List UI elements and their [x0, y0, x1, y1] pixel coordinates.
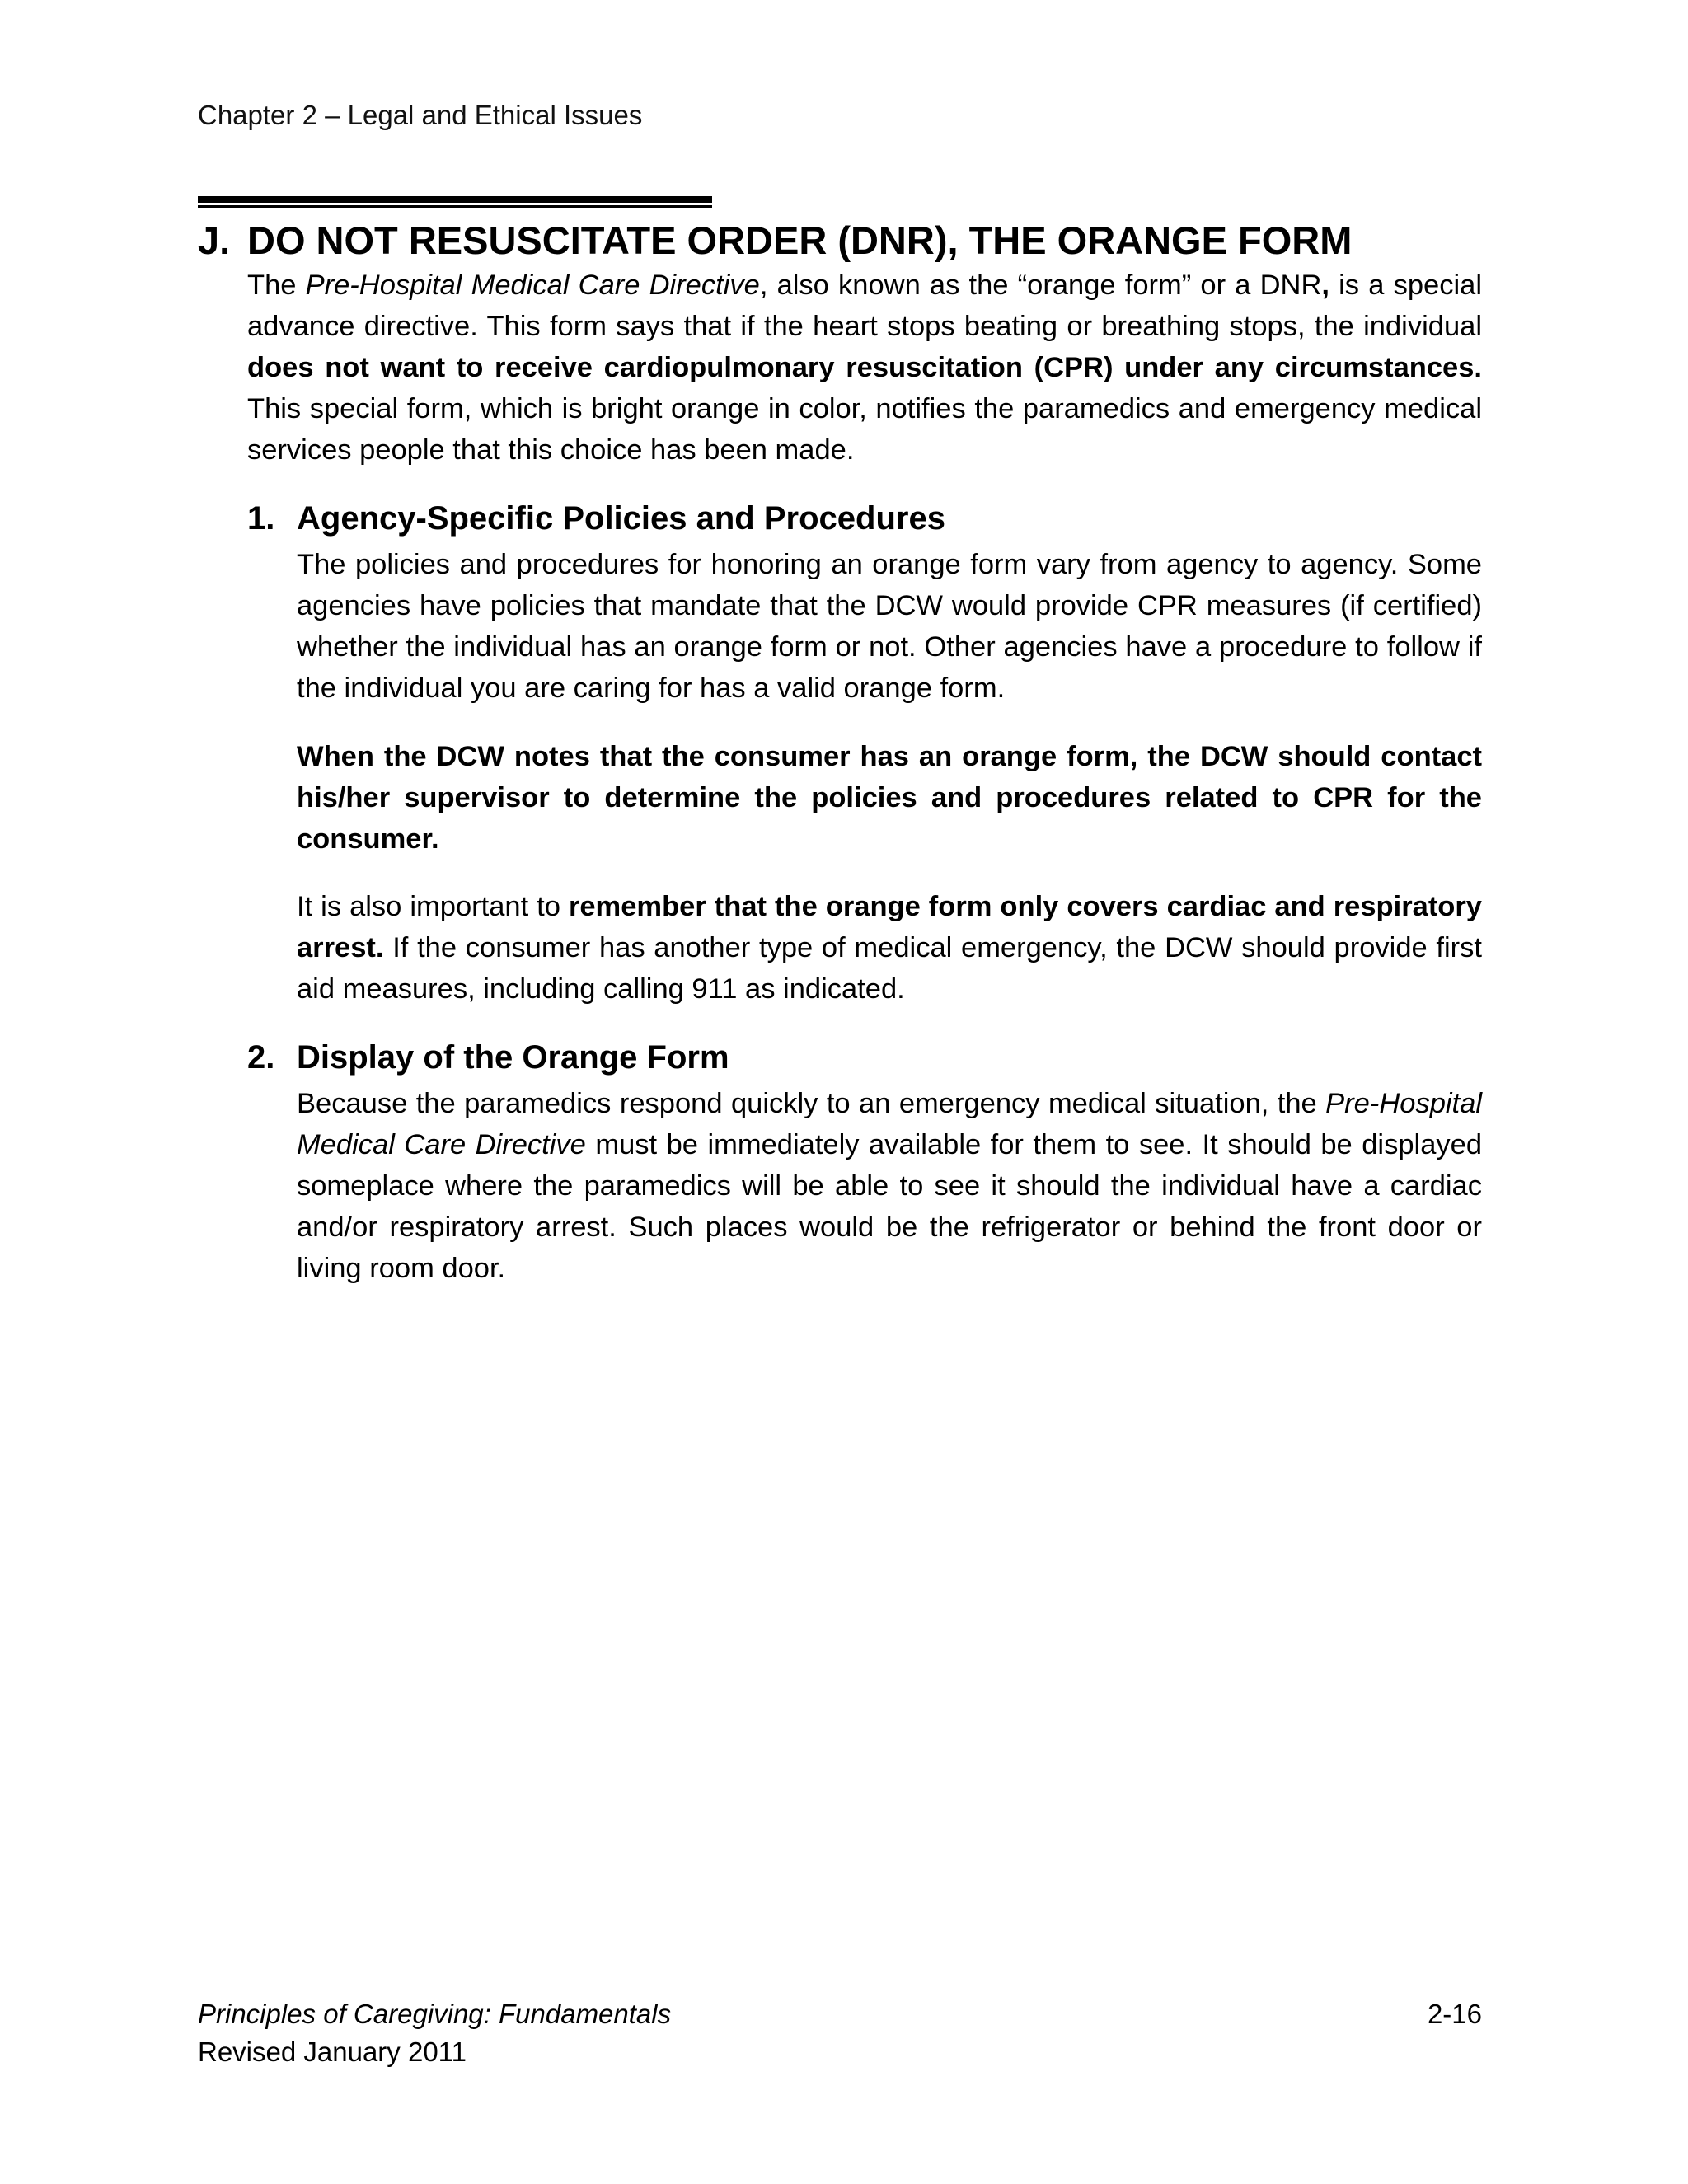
running-head: Chapter 2 – Legal and Ethical Issues	[198, 100, 643, 130]
dcw-instruction-paragraph: When the DCW notes that the consumer has an orange form, the DCW should contact his/her supervisor to determine the policies and procedures related to CPR for the consumer.	[297, 741, 1482, 855]
footer-title: Principles of Caregiving: Fundamentals	[198, 1999, 672, 2029]
subsection-number: 1.	[247, 500, 275, 537]
section-letter: J.	[198, 218, 231, 262]
intro-text: is a special advance directive. This form says that if the heart stops beating or breathing stops, the individual	[247, 269, 1482, 342]
scope-text: It is also important to	[297, 891, 569, 922]
section-heading	[198, 216, 1484, 265]
intro-text: , also known as the “orange form” or a DNR	[759, 269, 1322, 301]
section-divider	[198, 196, 712, 209]
section-title: DO NOT RESUSCITATE ORDER (DNR), THE ORANGE FORM	[247, 218, 1353, 262]
display-directive-title: Pre-Hospital Medical Care Directive	[297, 1088, 1482, 1160]
scope-text: If the consumer has another type of medical emergency, the DCW should provide first aid measures, including calling 911 as indicated.	[297, 932, 1482, 1005]
orange-form-scope-paragraph	[297, 886, 1482, 1010]
page-number: 2-16	[1427, 1999, 1482, 2029]
scope-emphasis: remember that the orange form only covers cardiac and respiratory arrest.	[297, 891, 1482, 963]
subsection-number: 2.	[247, 1039, 275, 1076]
subsection-title: Display of the Orange Form	[297, 1039, 729, 1076]
display-paragraph	[297, 1083, 1482, 1289]
intro-text: The	[247, 269, 306, 301]
subsection-heading-2	[247, 1035, 729, 1080]
divider-thin-line	[198, 205, 712, 208]
section-intro-paragraph	[247, 265, 1482, 471]
subsection-heading-1	[247, 496, 945, 541]
subsection-title: Agency-Specific Policies and Procedures	[297, 500, 945, 537]
policies-paragraph: The policies and procedures for honoring an orange form vary from agency to agency. Some agencies have policies that mandate that the DCW would provide CPR measures (if certified) whether the individual has an orange form or not. Other agencies have a procedure to follow if the individual you are caring for has a valid orange form.	[297, 549, 1482, 704]
display-text: must be immediately available for them to see. It should be displayed someplace where the paramedics will be able to see it should the individual have a cardiac and/or respiratory arrest. Such places would be the refrigerator or behind the front door or living room door.	[297, 1129, 1483, 1284]
footer-revised-date: Revised January 2011	[198, 2036, 467, 2067]
intro-emphasis: does not want to receive cardiopulmonary resuscitation (CPR) under any circumstances.	[247, 352, 1482, 383]
intro-text: This special form, which is bright orange in color, notifies the paramedics and emergency medical services people that this choice has been made.	[247, 393, 1482, 466]
intro-bold-comma: ,	[1321, 269, 1329, 301]
intro-directive-title: Pre-Hospital Medical Care Directive	[305, 269, 760, 301]
display-text: Because the paramedics respond quickly to an emergency medical situation, the	[297, 1088, 1326, 1119]
divider-thick-line	[198, 196, 712, 203]
